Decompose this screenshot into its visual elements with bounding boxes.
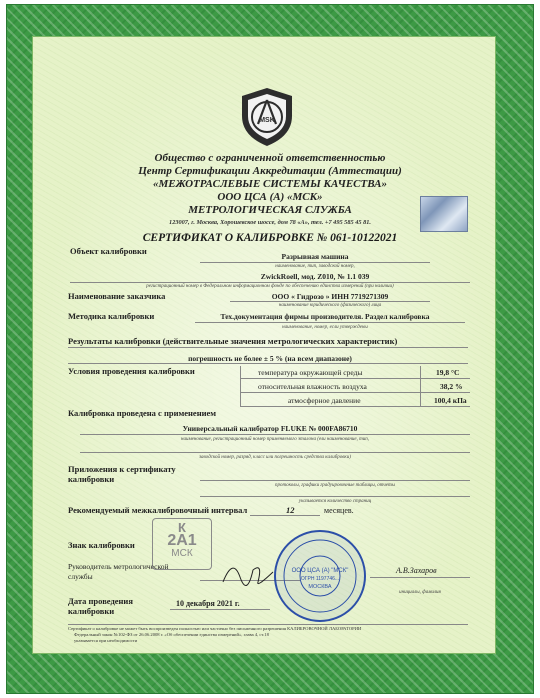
customer-note: наименование юридического (физического) лица [278,303,382,308]
org-line-4: ООО ЦСА (А) «МСК» [217,191,323,203]
msk-logo [236,86,298,148]
humidity-value: 38,2 % [440,382,463,391]
mark-letter: К [178,520,186,535]
method-label: Методика калибровки [68,311,155,321]
customer-label: Наименование заказчика [68,291,166,301]
object-value: Разрывная машина [281,252,349,261]
seal-line-3: МОСКВА [308,584,332,590]
object-model: ZwickRoell, мод. Z010, № 1.1 039 [260,272,370,281]
footer-line-1: Сертификат о калибровке не может быть воспроизведен полностью или частично без письменного разрешения КАЛИБРОВОЧНОЙ ЛАБОРАТОРИИ [68,626,362,631]
registry-note: регистрационный номер в Федеральном информационном фонде по обеспечению единства измерений (при наличии) [146,284,394,289]
hologram-sticker [420,196,468,232]
interval-label: Рекомендуемый межкалибровочный интервал [68,505,248,515]
applied-note-1: наименование, регистрационный номер применяемого эталона (ели наименование, тип, [181,437,369,442]
object-note: наименование, тип, заводской номер, [275,264,355,269]
attach-label: Приложения к сертификату калибровки [68,464,176,484]
pressure-label: атмосферное давление [288,396,361,405]
interval-unit: месяцев. [324,506,354,515]
attach-note: протоколы, графики градуировочные таблицы, отчеты [275,483,395,488]
org-line-5: МЕТРОЛОГИЧЕСКАЯ СЛУЖБА [188,204,352,216]
logo-text: MSK [259,117,275,124]
pages-note: указывается количество страниц [298,499,372,504]
results-label: Результаты калибровки (действительные значения метрологических характеристик) [68,336,398,346]
mark-code: 2А1 [167,532,197,549]
customer-value: ООО « Гидрозо » ИНН 7719271309 [271,292,389,301]
footer-line-2: Федеральный закон №102-ФЗ от 26.06.2008 г. «Об обеспечении единства измерений», глава 4, ст.18 [74,632,269,637]
org-line-2: Центр Сертификации Аккредитации (Аттестации) [138,165,402,177]
org-line-1: Общество с ограниченной ответственностью [154,152,386,164]
signature [218,552,278,592]
conditions-label: Условия проведения калибровки [68,366,195,376]
applied-note-2: заводской номер, разряд, класс или погрешность средства калибровки) [199,455,351,460]
seal-line-1: ООО ЦСА (А) "МСК" [291,568,349,574]
object-label: Объект калибровки [70,246,147,256]
results-value: погрешность не более ± 5 % (на всем диапазоне) [188,354,352,363]
method-note: наименование, номер, если утверждены [282,325,368,330]
mark-org: МСК [171,548,193,559]
head-label: Руководитель метрологической службы [68,562,169,581]
temp-value: 19,8 °C [436,368,460,377]
interval-value: 12 [286,505,295,515]
org-address: 123007, г. Москва, Хорошевское шоссе, дом 78 «А», тел. +7 495 585 45 81. [169,219,371,226]
humidity-label: относительная влажность воздуха [258,382,367,391]
round-seal [272,528,368,624]
method-value: Тех.документация фирмы производителя. Раздел калибровка [220,312,430,321]
date-label: Дата проведения калибровки [68,596,133,616]
applied-value: Универсальный калибратор FLUKE № 000FA86710 [182,424,358,433]
date-value: 10 декабря 2021 г. [176,599,240,608]
temp-label: температура окружающей среды [258,368,363,377]
applied-label: Калибровка проведена с применением [68,408,217,418]
head-note: инициалы, фамилия [399,590,441,595]
org-line-3: «МЕЖОТРАСЛЕВЫЕ СИСТЕМЫ КАЧЕСТВА» [152,178,387,190]
certificate-title: СЕРТИФИКАТ О КАЛИБРОВКЕ № 061-10122021 [142,232,398,244]
seal-line-2: ОГРН 1197746... [300,576,340,582]
sign-label: Знак калибровки [68,540,135,550]
footer-line-3: указывается при необходимости [74,638,138,643]
pressure-value: 100,4 кПа [434,396,467,405]
head-name: А.В.Захаров [396,566,437,575]
